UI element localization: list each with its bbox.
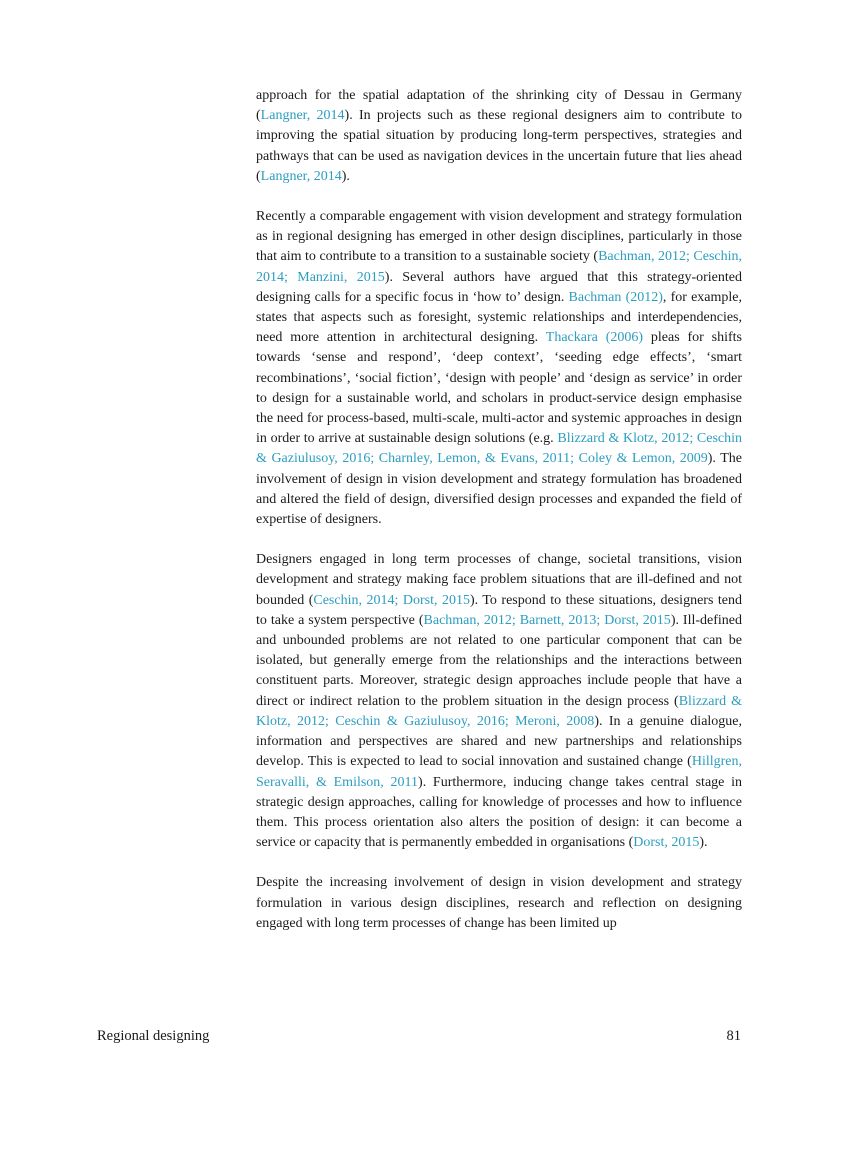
footer-page-number: 81	[726, 1028, 741, 1044]
citation-link[interactable]: Blizzard & Klotz, 2012; Ceschin & Gaziulusoy, 2016; Charnley, Lemon, & Evans, 2011; Coley & Lemon, 2009	[256, 431, 742, 467]
citation-link[interactable]: Thackara (2006)	[545, 330, 644, 346]
paragraph-text: ). Several authors have argued that this strategy-oriented designing calls for a specific focus in ‘how to’ design.	[256, 269, 742, 305]
paragraph	[256, 86, 742, 187]
paragraph-text: ). In a genuine dialogue, information and perspectives are shared and new partnerships and relationships develop. This is expected to lead to social innovation and sustained change (	[256, 713, 743, 770]
paragraph-text: ). In projects such as these regional designers aim to contribute to improving the spatial situation by producing long-term perspectives, strategies and pathways that can be used as navigation devices in the uncertain future that lies ahead (	[256, 108, 742, 184]
citation-link[interactable]: Bachman (2012)	[568, 289, 663, 305]
running-footer	[97, 1026, 741, 1046]
citation-link[interactable]: Hillgren, Seravalli, & Emilson, 2011	[256, 754, 742, 790]
paragraph-text: , for example, states that aspects such as foresight, systemic relationships and interdependencies, need more attention in architectural designing.	[256, 289, 742, 346]
paragraph-text: ). Ill-defined and unbounded problems are not related to one particular component that can be isolated, but generally emerge from the relationships and the interactions between constituent parts. Moreover, strategic design approaches include people that have a direct or indirect relation to the problem situation in the design process (	[256, 612, 743, 709]
page-body	[256, 86, 742, 934]
paragraph-text: ). To respond to these situations, designers tend to take a system perspective (	[256, 592, 742, 628]
paragraph-text: approach for the spatial adaptation of the shrinking city of Dessau in Germany (	[256, 88, 742, 124]
footer-running-title: Regional designing	[97, 1028, 210, 1044]
paragraph-text: pleas for shifts towards ‘sense and respond’, ‘deep context’, ‘seeding edge effects’, ‘smart recombinations’, ‘social fiction’, ‘design with people’ and ‘design as service’ in order to design for a sustainable world, and scholars in product-service design emphasise the need for process-based, multi-scale, multi-actor and systemic approaches in design in order to arrive at sustainable design solutions (e.g.	[256, 330, 742, 447]
paragraph-text: ).	[341, 168, 350, 184]
citation-link[interactable]: Blizzard & Klotz, 2012; Ceschin & Gaziulusoy, 2016; Meroni, 2008	[256, 693, 742, 729]
citation-link[interactable]: Bachman, 2012; Barnett, 2013; Dorst, 2015	[423, 612, 671, 628]
paragraph-text: Designers engaged in long term processes of change, societal transitions, vision development and strategy making face problem situations that are ill-defined and not bounded (	[256, 552, 742, 608]
citation-link[interactable]: Langner, 2014	[260, 108, 345, 124]
paragraph	[256, 207, 742, 530]
paragraph	[256, 550, 742, 853]
citation-link[interactable]: Ceschin, 2014; Dorst, 2015	[313, 592, 470, 608]
paragraph	[256, 873, 742, 934]
paragraph-text: ). Furthermore, inducing change takes central stage in strategic design approaches, calling for knowledge of processes and how to influence them. This process orientation also alters the position of design: it can become a service or capacity that is permanently embedded in organisations (	[256, 774, 742, 851]
citation-link[interactable]: Langner, 2014	[260, 168, 342, 184]
paragraph-text: Despite the increasing involvement of design in vision development and strategy formulation in various design disciplines, research and reflection on designing engaged with long term processes of change has been limited up	[256, 875, 742, 931]
citation-link[interactable]: Bachman, 2012; Ceschin, 2014; Manzini, 2015	[256, 249, 742, 285]
paragraph-text: ). The involvement of design in vision development and strategy formulation has broadened and altered the field of design, diversified design processes and expanded the field of expertise of designers.	[256, 451, 742, 528]
citation-link[interactable]: Dorst, 2015	[633, 835, 700, 851]
paragraph-text: ).	[699, 835, 708, 851]
paragraph-text: Recently a comparable engagement with vision development and strategy formulation as in regional designing has emerged in other design disciplines, particularly in those that aim to contribute to a transition to a sustainable society (	[256, 209, 742, 265]
